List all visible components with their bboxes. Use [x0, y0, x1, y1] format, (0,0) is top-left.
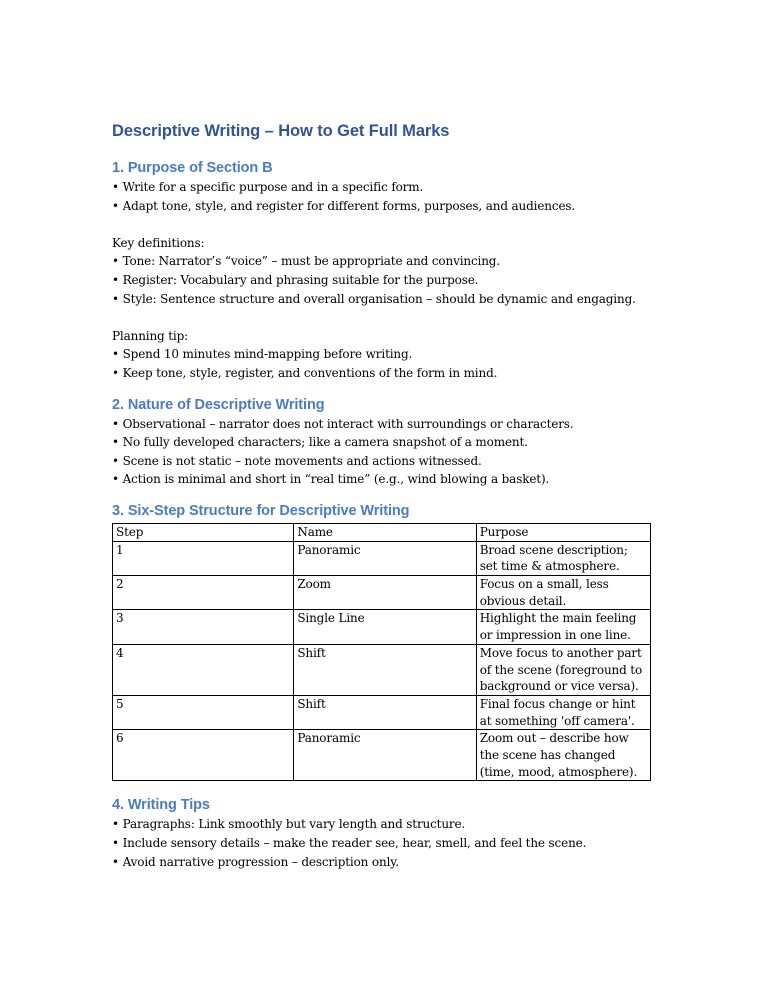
planning-tip-item: • Spend 10 minutes mind-mapping before writing. — [112, 347, 413, 362]
definition-item: • Style: Sentence structure and overall organisation – should be dynamic and engaging. — [112, 291, 636, 306]
table-cell-name: Single Line — [294, 610, 476, 644]
table-cell-step: 1 — [113, 541, 294, 575]
table-cell-purpose: Move focus to another part of the scene (foreground to background or vice versa). — [476, 644, 650, 695]
table-cell-purpose: Focus on a small, less obvious detail. — [476, 576, 650, 610]
table-cell-step: 3 — [113, 610, 294, 644]
table-cell-name: Shift — [294, 644, 476, 695]
table-cell-purpose: Highlight the main feeling or impression in one line. — [476, 610, 650, 644]
table-cell-purpose: Final focus change or hint at something 'off camera'. — [476, 695, 650, 729]
table-header-cell: Purpose — [476, 523, 650, 541]
table-row — [113, 610, 651, 644]
section-1-bullet: • Write for a specific purpose and in a specific form. — [112, 180, 424, 194]
table-row — [113, 695, 651, 729]
key-definitions-label: Key definitions: — [112, 235, 205, 250]
section-3-heading: 3. Six-Step Structure for Descriptive Writing — [112, 502, 410, 519]
table-cell-purpose: Broad scene description; set time & atmosphere. — [476, 541, 650, 575]
planning-tip-item: • Keep tone, style, register, and conventions of the form in mind. — [112, 365, 498, 380]
table-row — [113, 644, 651, 695]
document-body — [112, 118, 657, 871]
section-2-bullet: • No fully developed characters; like a camera snapshot of a moment. — [112, 435, 528, 450]
section-2-heading: 2. Nature of Descriptive Writing — [112, 396, 325, 413]
six-step-table — [112, 523, 651, 782]
table-row — [113, 541, 651, 575]
planning-tip-label: Planning tip: — [112, 328, 189, 343]
section-4-bullet: • Paragraphs: Link smoothly but vary length and structure. — [112, 817, 466, 832]
section-4-heading: 4. Writing Tips — [112, 797, 210, 814]
section-4-bullet: • Include sensory details – make the reader see, hear, smell, and feel the scene. — [112, 836, 587, 851]
section-1-bullet: • Adapt tone, style, and register for different forms, purposes, and audiences. — [112, 198, 576, 213]
table-cell-name: Zoom — [294, 576, 476, 610]
table-cell-step: 6 — [113, 730, 294, 781]
document-title: Descriptive Writing – How to Get Full Marks — [112, 122, 450, 140]
table-cell-step: 5 — [113, 695, 294, 729]
table-cell-step: 4 — [113, 644, 294, 695]
section-1-heading: 1. Purpose of Section B — [112, 160, 273, 176]
table-cell-name: Shift — [294, 695, 476, 729]
definition-item: • Register: Vocabulary and phrasing suitable for the purpose. — [112, 272, 479, 287]
table-cell-name: Panoramic — [294, 730, 476, 781]
section-2-bullet: • Scene is not static – note movements and actions witnessed. — [112, 453, 482, 468]
table-header-row — [113, 523, 651, 541]
section-2-bullet: • Action is minimal and short in “real time” (e.g., wind blowing a basket). — [112, 472, 550, 487]
table-cell-step: 2 — [113, 576, 294, 610]
table-header-cell: Name — [294, 523, 476, 541]
table-row — [113, 730, 651, 781]
table-cell-purpose: Zoom out – describe how the scene has changed (time, mood, atmosphere). — [476, 730, 650, 781]
table-row — [113, 576, 651, 610]
table-cell-name: Panoramic — [294, 541, 476, 575]
section-4-bullet: • Avoid narrative progression – description only. — [112, 854, 399, 869]
definition-item: • Tone: Narrator’s “voice” – must be appropriate and convincing. — [112, 254, 500, 269]
table-header-cell: Step — [113, 523, 294, 541]
section-2-bullet: • Observational – narrator does not interact with surroundings or characters. — [112, 416, 574, 431]
